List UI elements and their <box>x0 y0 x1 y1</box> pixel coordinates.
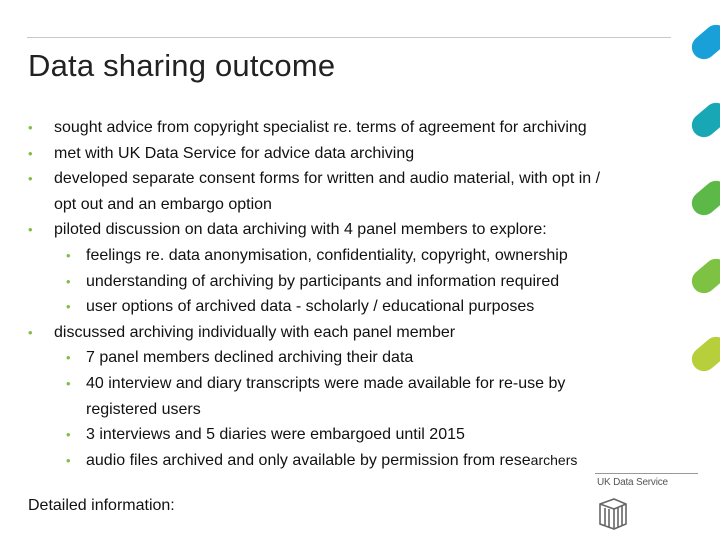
stripe-4 <box>687 254 720 298</box>
sub-bullet-item: • user options of archived data - scholarly / educational purposes <box>60 294 678 320</box>
bullet-list <box>28 115 678 473</box>
sub-bullet-item: • 7 panel members declined archiving their data <box>60 345 678 371</box>
sub-bullet-list <box>54 243 678 320</box>
sub-bullet-item: • understanding of archiving by participants and information required <box>60 269 678 295</box>
bullet-dot-icon: • <box>28 171 33 187</box>
bullet-dot-icon: • <box>66 452 71 468</box>
bullet-dot-icon: • <box>66 375 71 391</box>
decorative-stripes <box>670 0 720 540</box>
sub-bullet-item: • feelings re. data anonymisation, confidentiality, copyright, ownership <box>60 243 678 269</box>
bullet-item: • developed separate consent forms for written and audio material, with opt in / opt out and an embargo option <box>28 166 678 217</box>
bullet-dot-icon: • <box>28 120 33 135</box>
uk-data-service-logo-text: UK Data Service <box>597 477 668 488</box>
bullet-dot-icon: • <box>28 222 33 238</box>
uk-data-service-logo-icon <box>596 496 630 532</box>
stripe-5 <box>687 332 720 376</box>
bullet-item: • sought advice from copyright specialist re. terms of agreement for archiving <box>28 115 678 141</box>
sub-bullet-list <box>54 345 678 473</box>
bullet-dot-icon: • <box>66 350 71 366</box>
bullet-dot-icon: • <box>66 299 71 315</box>
sub-bullet-item: • 40 interview and diary transcripts were made available for re-use by registered users <box>60 371 678 422</box>
stripe-3 <box>687 176 720 220</box>
slide-title: Data sharing outcome <box>28 48 336 83</box>
bullet-item: • piloted discussion on data archiving with 4 panel members to explore: • feelings re. data anonymisation, confidentiality, copyright, ownership • understanding of archiving by participants and information required • user options of archived data - scholarly / educational purposes <box>28 217 678 319</box>
detailed-information-label: Detailed information: <box>28 497 175 514</box>
bullet-dot-icon: • <box>66 427 71 443</box>
bullet-item: • met with UK Data Service for advice data archiving <box>28 141 678 167</box>
stripe-2 <box>687 98 720 142</box>
bullet-dot-icon: • <box>28 324 33 340</box>
bullet-dot-icon: • <box>66 247 71 263</box>
bullet-dot-icon: • <box>66 273 71 289</box>
bullet-item: • discussed archiving individually with each panel member • 7 panel members declined archiving their data • 40 interview and diary transcripts were made available for re-use by registered users • 3 interviews and 5 diaries were embargoed until 2015 • audio files archived and only available by permission from researchers <box>28 320 678 474</box>
logo-divider <box>595 473 698 474</box>
bullet-dot-icon: • <box>28 145 33 161</box>
stripe-1 <box>687 20 720 64</box>
sub-bullet-item: • 3 interviews and 5 diaries were embargoed until 2015 <box>60 422 678 448</box>
sub-bullet-item: • audio files archived and only available by permission from researchers <box>60 448 678 474</box>
title-divider <box>27 37 671 38</box>
